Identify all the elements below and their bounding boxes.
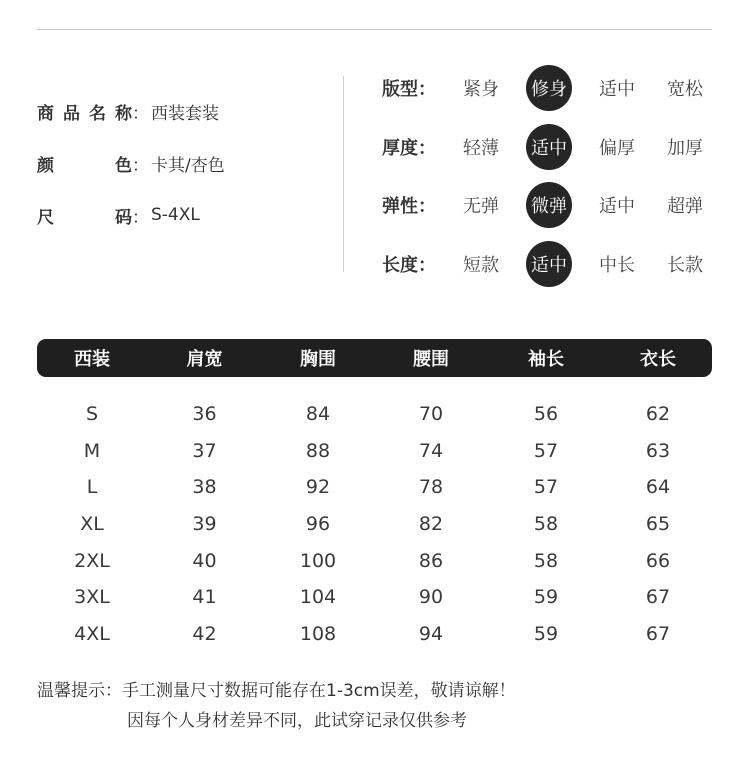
- product-info: [37, 96, 327, 252]
- table-cell: 39: [192, 513, 217, 536]
- label-char: 称: [115, 103, 132, 124]
- table-cell: 59: [533, 586, 559, 609]
- table-cell: XL: [80, 513, 104, 536]
- attribute-option: 宽松: [667, 79, 703, 100]
- table-cell: 63: [645, 439, 671, 462]
- top-divider: [37, 29, 712, 30]
- care-note: [37, 676, 516, 736]
- product-name-value: 西装套装: [151, 103, 219, 124]
- column-header: 胸围: [300, 349, 336, 370]
- attribute-panel: [382, 68, 717, 302]
- attribute-option: 适中: [599, 79, 635, 100]
- table-cell: 88: [305, 439, 331, 462]
- table-cell: 86: [418, 549, 444, 572]
- column-header: 西装: [74, 349, 110, 370]
- table-cell: 104: [299, 586, 337, 609]
- table-cell: 90: [418, 586, 444, 609]
- table-row: [37, 396, 712, 433]
- label-char: 尺: [37, 207, 54, 228]
- color-value: 卡其/杏色: [151, 155, 225, 176]
- column-header: 衣长: [640, 349, 676, 370]
- note-line-2: 因每个人身材差异不同，此试穿记录仅供参考: [127, 711, 467, 731]
- label-char: 商: [37, 103, 54, 124]
- table-row: [37, 579, 712, 616]
- column-header: 腰围: [413, 349, 449, 370]
- table-cell: 3XL: [74, 586, 110, 609]
- column-header: 袖长: [528, 349, 564, 370]
- info-label: [37, 203, 132, 228]
- label-colon: ：: [132, 103, 149, 124]
- table-cell: 37: [192, 439, 217, 462]
- attribute-option-selected: 适中: [526, 124, 572, 170]
- size-table-body: [37, 396, 712, 652]
- attribute-row: [382, 127, 717, 167]
- column-header: 肩宽: [186, 349, 223, 370]
- table-cell: L: [86, 476, 98, 499]
- info-row-color: [37, 148, 327, 178]
- table-cell: 57: [533, 476, 559, 499]
- attribute-option: 紧身: [463, 79, 499, 100]
- table-cell: 62: [645, 403, 671, 426]
- table-cell: 58: [533, 549, 559, 572]
- table-cell: 40: [192, 549, 217, 572]
- table-cell: 64: [645, 476, 671, 499]
- info-label: [37, 151, 132, 176]
- table-cell: 2XL: [74, 549, 110, 572]
- table-cell: 100: [299, 549, 337, 572]
- table-cell: 108: [299, 622, 337, 645]
- table-cell: 65: [645, 513, 671, 536]
- attribute-option-selected: 修身: [526, 65, 572, 111]
- table-cell: 67: [645, 622, 671, 645]
- label-char: 名: [89, 103, 106, 124]
- info-label: [37, 99, 132, 124]
- attribute-option: 中长: [599, 254, 635, 276]
- table-cell: 4XL: [74, 622, 110, 645]
- table-cell: 57: [533, 439, 559, 462]
- attribute-option: 短款: [463, 254, 499, 276]
- table-cell: 82: [418, 513, 444, 536]
- attribute-label: 长度：: [382, 254, 436, 276]
- attribute-option: 长款: [667, 254, 703, 276]
- attribute-option: 适中: [599, 196, 635, 217]
- table-row: [37, 616, 712, 653]
- label-char: 品: [63, 103, 80, 124]
- attribute-label: 厚度：: [382, 137, 436, 159]
- info-row-size: [37, 200, 327, 230]
- attribute-option: 偏厚: [599, 137, 635, 159]
- table-cell: 94: [418, 622, 444, 645]
- table-cell: 66: [645, 549, 671, 572]
- attribute-row: [382, 185, 717, 225]
- table-cell: 42: [192, 622, 217, 645]
- table-row: [37, 469, 712, 506]
- table-cell: 78: [418, 476, 444, 499]
- table-cell: 96: [305, 513, 331, 536]
- table-cell: 67: [645, 586, 671, 609]
- table-cell: 59: [533, 622, 559, 645]
- size-range-value: S-4XL: [151, 205, 200, 225]
- attribute-label: 弹性：: [382, 196, 436, 217]
- table-cell: 70: [418, 403, 444, 426]
- size-table-header: [37, 339, 712, 377]
- table-cell: S: [85, 403, 99, 426]
- attribute-option: 加厚: [667, 137, 703, 159]
- table-row: [37, 433, 712, 470]
- attribute-option: 超弹: [667, 196, 703, 217]
- attribute-option-selected: 微弹: [526, 182, 572, 228]
- attribute-label: 版型：: [382, 79, 436, 100]
- attribute-row: [382, 244, 717, 284]
- table-cell: 84: [305, 403, 331, 426]
- table-cell: M: [83, 439, 101, 462]
- label-char: 色: [115, 155, 132, 176]
- table-cell: 36: [192, 403, 217, 426]
- label-char: 码: [115, 207, 132, 228]
- attribute-option: 轻薄: [463, 137, 499, 159]
- note-line-1: 温馨提示：手工测量尺寸数据可能存在1-3cm误差，敬请谅解！: [37, 681, 516, 701]
- attribute-option: 无弹: [463, 196, 499, 217]
- attribute-option-selected: 适中: [526, 241, 572, 287]
- table-cell: 58: [533, 513, 559, 536]
- table-cell: 56: [533, 403, 559, 426]
- table-cell: 74: [418, 439, 444, 462]
- label-colon: ：: [132, 207, 149, 228]
- label-char: 颜: [37, 155, 54, 176]
- info-row-name: [37, 96, 327, 126]
- table-cell: 92: [305, 476, 331, 499]
- attribute-row: [382, 68, 717, 108]
- table-cell: 41: [192, 586, 217, 609]
- table-cell: 38: [192, 476, 217, 499]
- table-row: [37, 542, 712, 579]
- table-row: [37, 506, 712, 543]
- vertical-divider: [343, 76, 344, 272]
- label-colon: ：: [132, 155, 149, 176]
